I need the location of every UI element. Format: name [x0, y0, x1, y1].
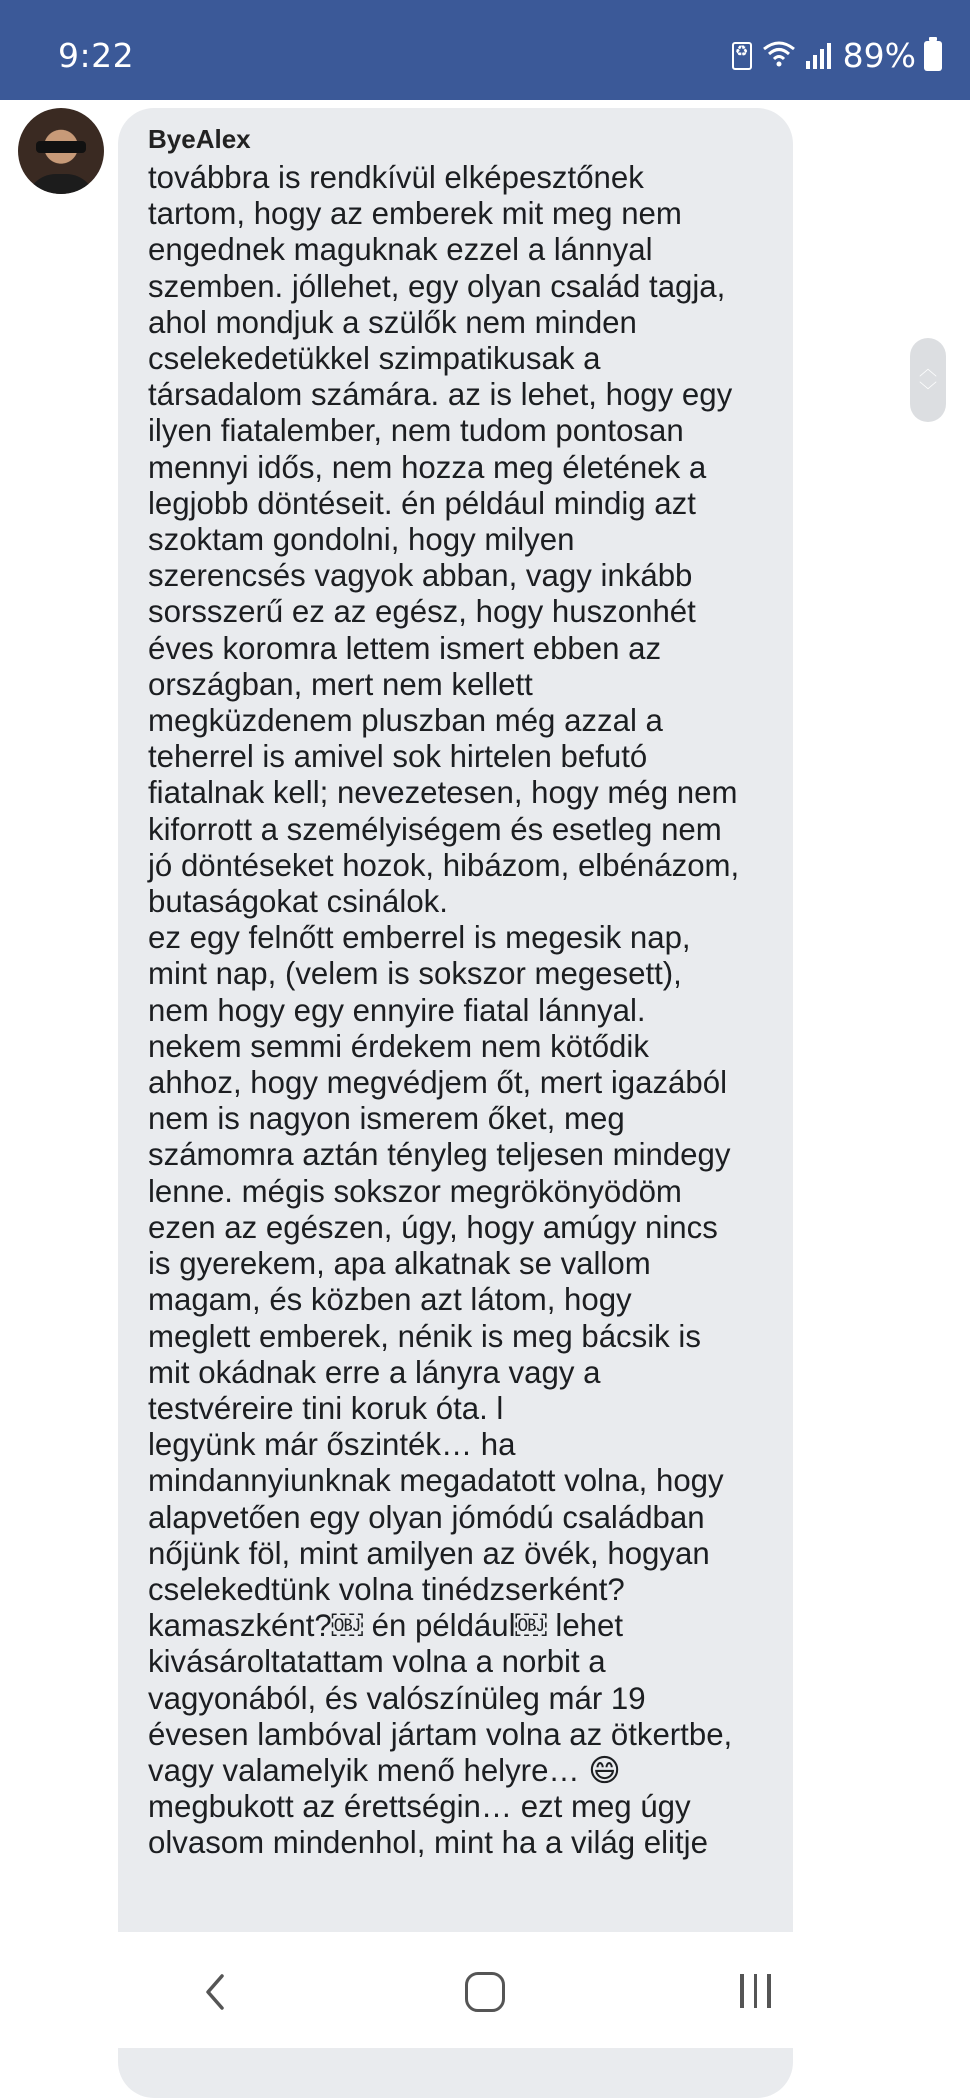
- message-text: [148, 160, 767, 1862]
- signal-icon: [806, 43, 831, 69]
- message-line: alapvetően egy olyan jómódú családban: [148, 1499, 705, 1535]
- message-line: jó döntéseket hozok, hibázom, elbénázom,: [148, 847, 740, 883]
- message-line: mit okádnak erre a lányra vagy a: [148, 1354, 601, 1390]
- message-line: vagy valamelyik menő helyre… 😄: [148, 1752, 621, 1788]
- message-line: éves koromra lettem ismert ebben az: [148, 630, 662, 666]
- chevron-down-icon[interactable]: ﹀: [919, 381, 937, 401]
- battery-saver-icon: [732, 42, 752, 70]
- back-icon[interactable]: [198, 1972, 232, 2012]
- message-line: vagyonából, és valószínüleg már 19: [148, 1680, 646, 1716]
- message-line: évesen lambóval jártam volna az ötkertbe,: [148, 1716, 733, 1752]
- chevron-up-icon[interactable]: ︿: [919, 359, 937, 379]
- message-line: tartom, hogy az emberek mit meg nem: [148, 196, 682, 232]
- message-bubble[interactable]: [118, 108, 793, 2098]
- battery-percent: 89%: [842, 36, 916, 75]
- message-line: országban, mert nem kellett: [148, 666, 533, 702]
- message-line: mindannyiunknak megadatott volna, hogy: [148, 1463, 724, 1499]
- status-icons: [732, 36, 942, 75]
- message-line: engednek maguknak ezzel a lánnyal: [148, 232, 653, 268]
- message-line: szoktam gondolni, hogy milyen: [148, 522, 575, 558]
- message-line: mint nap, (velem is sokszor megesett),: [148, 956, 682, 992]
- message-line: társadalom számára. az is lehet, hogy egy: [148, 377, 733, 413]
- message-line: nem hogy egy ennyire fiatal lánnyal.: [148, 992, 646, 1028]
- message-line: ez egy felnőtt emberrel is megesik nap,: [148, 920, 691, 956]
- recent-apps-icon[interactable]: [740, 1974, 771, 2008]
- wifi-icon: [762, 36, 796, 75]
- battery-icon: [924, 41, 942, 71]
- message-line: kivásároltatattam volna a norbit a: [148, 1644, 606, 1680]
- home-icon[interactable]: [465, 1972, 505, 2012]
- message-line: legyünk már őszinték… ha: [148, 1427, 516, 1463]
- message-line: cselekedetükkel szimpatikusak a: [148, 341, 601, 377]
- message-line: kamaszként?￼ én például￼ lehet: [148, 1608, 624, 1644]
- message-line: cselekedtünk volna tinédzserként?: [148, 1571, 625, 1607]
- message-line: megküzdenem pluszban még azzal a: [148, 703, 663, 739]
- status-time: 9:22: [58, 36, 135, 75]
- message-line: ezen az egészen, úgy, hogy amúgy nincs: [148, 1209, 718, 1245]
- status-bar: [0, 0, 970, 100]
- message-line: sorsszerű ez az egész, hogy huszonhét: [148, 594, 696, 630]
- message-line: lenne. mégis sokszor megrökönyödöm: [148, 1173, 682, 1209]
- scroll-handle[interactable]: [910, 338, 946, 422]
- message-line: legjobb döntéseit. én például mindig azt: [148, 485, 696, 521]
- message-line: szemben. jóllehet, egy olyan család tagja,: [148, 268, 726, 304]
- avatar[interactable]: [18, 108, 104, 194]
- message-line: testvéreire tini koruk óta. l: [148, 1390, 504, 1426]
- navigation-bar: [0, 1932, 970, 2048]
- message-line: meglett emberek, nénik is meg bácsik is: [148, 1318, 701, 1354]
- message-line: nem is nagyon ismerem őket, meg: [148, 1101, 625, 1137]
- message-line: olvasom mindenhol, mint ha a világ elitje: [148, 1825, 708, 1861]
- message-line: teherrel is amivel sok hirtelen befutó: [148, 739, 648, 775]
- message-line: számomra aztán tényleg teljesen mindegy: [148, 1137, 731, 1173]
- message-line: nekem semmi érdekem nem kötődik: [148, 1028, 649, 1064]
- message-line: ilyen fiatalember, nem tudom pontosan: [148, 413, 684, 449]
- message-line: mennyi idős, nem hozza meg életének a: [148, 449, 707, 485]
- message-line: továbbra is rendkívül elképesztőnek: [148, 160, 644, 195]
- message-line: butaságokat csinálok.: [148, 884, 448, 920]
- message-line: megbukott az érettségin… ezt meg úgy: [148, 1789, 691, 1825]
- message-line: ahhoz, hogy megvédjem őt, mert igazából: [148, 1065, 728, 1101]
- message-line: nőjünk föl, mint amilyen az övék, hogyan: [148, 1535, 710, 1571]
- message-line: magam, és közben azt látom, hogy: [148, 1282, 632, 1318]
- message-line: kiforrott a személyiségem és esetleg nem: [148, 811, 722, 847]
- sender-name[interactable]: ByeAlex: [148, 124, 251, 154]
- message-line: ahol mondjuk a szülők nem minden: [148, 304, 637, 340]
- message-line: szerencsés vagyok abban, vagy inkább: [148, 558, 693, 594]
- message-line: is gyerekem, apa alkatnak se vallom: [148, 1246, 651, 1282]
- message-line: fiatalnak kell; nevezetesen, hogy még nem: [148, 775, 738, 811]
